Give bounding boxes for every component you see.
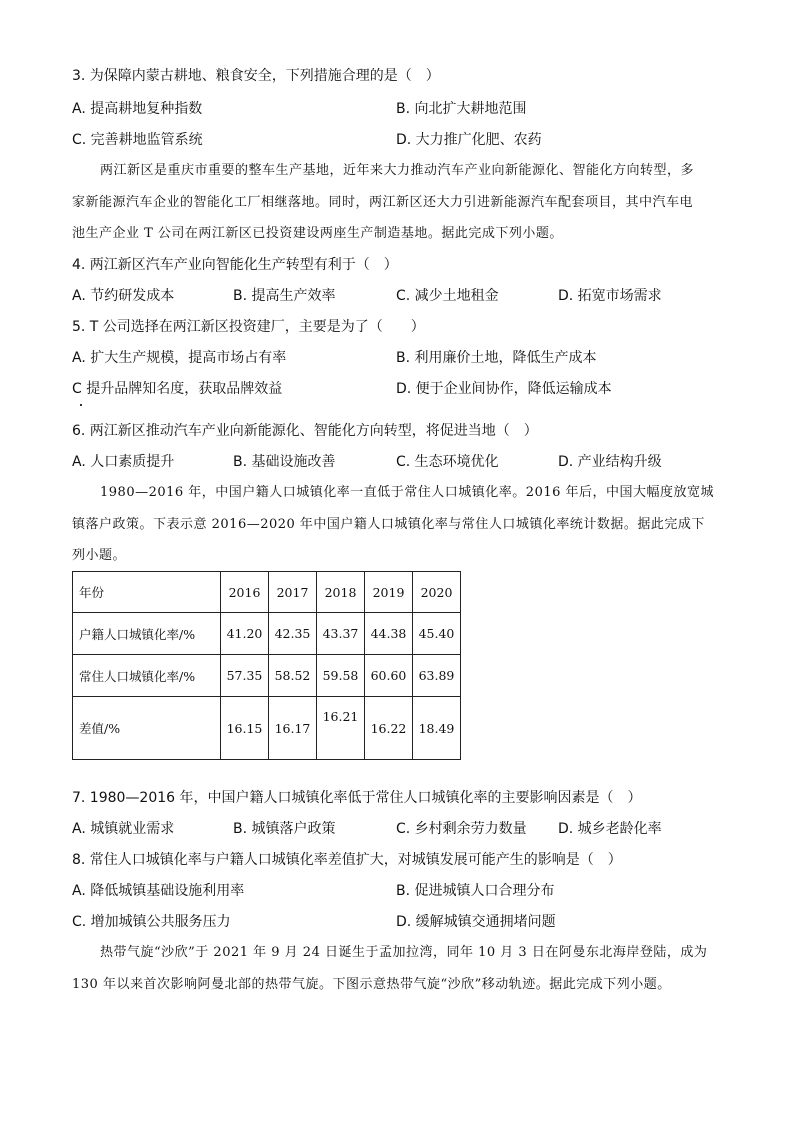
table-cell: 户籍人口城镇化率/% [73, 613, 221, 655]
question-5-stem: 5. T 公司选择在两江新区投资建厂，主要是为了（ ） [72, 319, 425, 335]
question-7-option-a: A. 城镇就业需求 [72, 821, 175, 837]
table-cell: 2018 [317, 572, 365, 613]
table-cell: 63.89 [413, 655, 461, 697]
table-cell: 57.35 [221, 655, 269, 697]
table-cell: 42.35 [269, 613, 317, 655]
table-cell: 59.58 [317, 655, 365, 697]
urbanization-table [72, 571, 461, 760]
passage-1-line-3: 池生产企业 T 公司在两江新区已投资建设两座生产制造基地。据此完成下列小题。 [72, 226, 563, 241]
table-cell: 2020 [413, 572, 461, 613]
question-4-option-a: A. 节约研发成本 [72, 288, 175, 304]
question-6-option-d: D. 产业结构升级 [558, 454, 662, 470]
question-8-stem: 8. 常住人口城镇化率与户籍人口城镇化率差值扩大，对城镇发展可能产生的影响是（ ） [72, 852, 622, 868]
question-8-option-d: D. 缓解城镇交通拥堵问题 [396, 914, 556, 930]
question-6-option-b: B. 基础设施改善 [233, 454, 336, 470]
question-8-option-c: C. 增加城镇公共服务压力 [72, 914, 231, 930]
table-row [73, 697, 461, 760]
passage-2-line-1: 1980—2016 年，中国户籍人口城镇化率一直低于常住人口城镇化率。2016 年后，中国大幅度放宽城 [100, 485, 715, 500]
question-7-option-b: B. 城镇落户政策 [233, 821, 336, 837]
passage-1-line-1: 两江新区是重庆市重要的整车生产基地，近年来大力推动汽车产业向新能源化、智能化方向转型，多 [100, 163, 695, 178]
table-cell: 45.40 [413, 613, 461, 655]
table-cell: 18.49 [413, 697, 461, 760]
table-cell: 2019 [365, 572, 413, 613]
question-3-option-b: B. 向北扩大耕地范围 [396, 101, 527, 117]
question-5-option-b: B. 利用廉价土地，降低生产成本 [396, 350, 597, 366]
question-5-option-c: C 提升品牌知名度，获取品牌效益 [72, 381, 283, 397]
question-7-stem: 7. 1980—2016 年，中国户籍人口城镇化率低于常住人口城镇化率的主要影响因素是（ ） [72, 790, 642, 806]
table-cell: 差值/% [73, 697, 221, 760]
table-cell: 2016 [221, 572, 269, 613]
question-4-stem: 4. 两江新区汽车产业向智能化生产转型有利于（ ） [72, 257, 398, 273]
question-3-option-a: A. 提高耕地复种指数 [72, 101, 203, 117]
question-8-option-b: B. 促进城镇人口合理分布 [396, 883, 555, 899]
question-3-option-c: C. 完善耕地监管系统 [72, 132, 203, 148]
question-6-stem: 6. 两江新区推动汽车产业向新能源化、智能化方向转型，将促进当地（ ） [72, 423, 538, 439]
question-5-option-a: A. 扩大生产规模，提高市场占有率 [72, 350, 287, 366]
question-8-option-a: A. 降低城镇基础设施利用率 [72, 883, 245, 899]
question-5-option-d: D. 便于企业间协作，降低运输成本 [396, 381, 612, 397]
question-3-option-d: D. 大力推广化肥、农药 [396, 132, 542, 148]
table-cell: 16.22 [365, 697, 413, 760]
table-row [73, 655, 461, 697]
stray-mark [80, 404, 82, 406]
passage-3-line-2: 130 年以来首次影响阿曼北部的热带气旋。下图示意热带气旋“沙欣”移动轨迹。据此完成下列小题。 [72, 977, 671, 992]
table-cell: 2017 [269, 572, 317, 613]
table-cell: 16.17 [269, 697, 317, 760]
question-6-option-c: C. 生态环境优化 [396, 454, 499, 470]
question-4-option-b: B. 提高生产效率 [233, 288, 336, 304]
question-7-option-d: D. 城乡老龄化率 [558, 821, 662, 837]
table-cell: 60.60 [365, 655, 413, 697]
question-3-stem: 3. 为保障内蒙古耕地、粮食安全，下列措施合理的是（ ） [72, 68, 440, 84]
passage-1-line-2: 家新能源汽车企业的智能化工厂相继落地。同时，两江新区还大力引进新能源汽车配套项目，其中汽车电 [72, 195, 694, 210]
table-cell: 16.15 [221, 697, 269, 760]
table-cell: 16.21 [317, 697, 365, 760]
question-7-option-c: C. 乡村剩余劳力数量 [396, 821, 527, 837]
table-cell: 常住人口城镇化率/% [73, 655, 221, 697]
question-4-option-c: C. 减少土地租金 [396, 288, 499, 304]
passage-2-line-3: 列小题。 [72, 548, 127, 563]
table-cell: 41.20 [221, 613, 269, 655]
question-6-option-a: A. 人口素质提升 [72, 454, 175, 470]
question-4-option-d: D. 拓宽市场需求 [558, 288, 662, 304]
table-cell: 年份 [73, 572, 221, 613]
table-row [73, 613, 461, 655]
passage-3-line-1: 热带气旋“沙欣”于 2021 年 9 月 24 日诞生于孟加拉湾，同年 10 月 3 日在阿曼东北海岸登陆，成为 [100, 945, 708, 960]
table-header-row [73, 572, 461, 613]
table-cell: 43.37 [317, 613, 365, 655]
table-cell: 44.38 [365, 613, 413, 655]
passage-2-line-2: 镇落户政策。下表示意 2016—2020 年中国户籍人口城镇化率与常住人口城镇化率统计数据。据此完成下 [72, 517, 705, 532]
table-cell: 58.52 [269, 655, 317, 697]
